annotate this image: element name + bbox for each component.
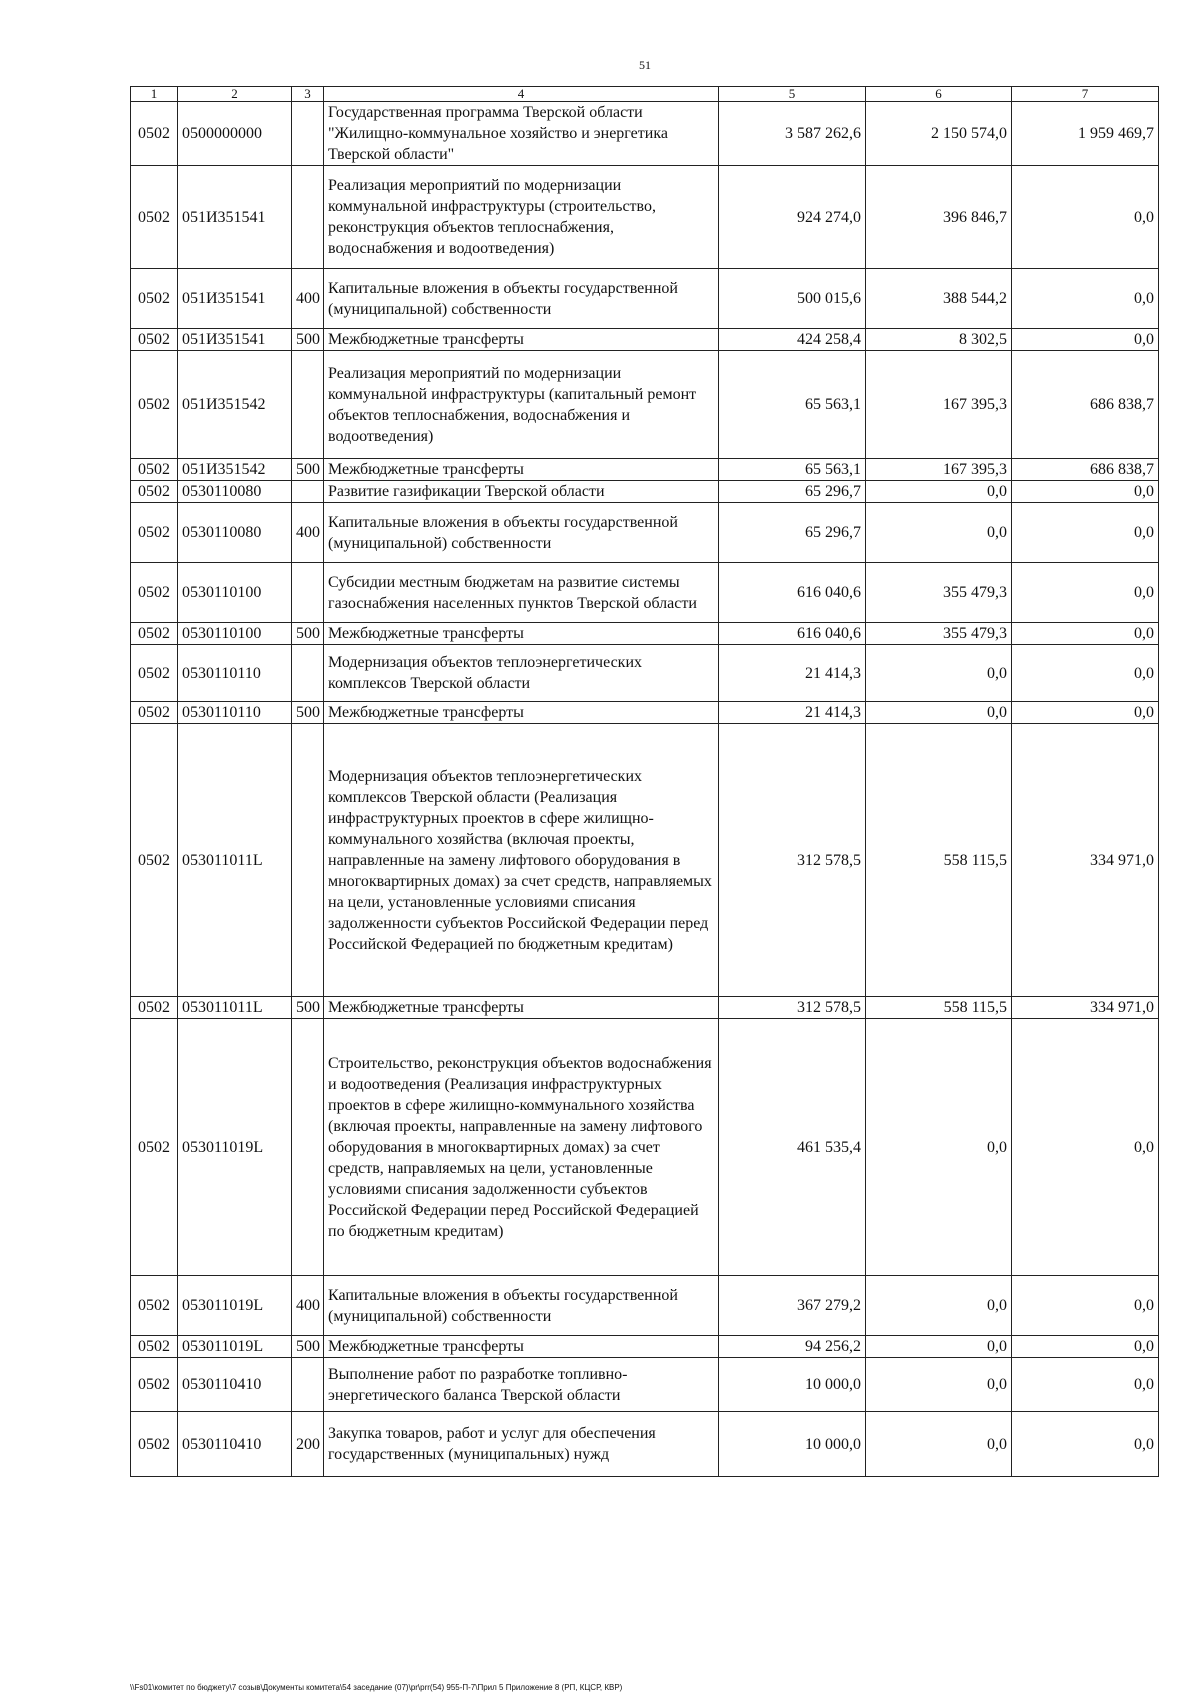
value-col5-cell: 94 256,2 (719, 1336, 866, 1358)
name-cell: Развитие газификации Тверской области (324, 481, 719, 503)
value-col7-cell: 0,0 (1012, 503, 1159, 563)
name-cell: Межбюджетные трансферты (324, 997, 719, 1019)
value-col7-cell: 334 971,0 (1012, 724, 1159, 997)
table-row (131, 459, 1159, 481)
code-cell: 053011019L (178, 1276, 292, 1336)
table-row (131, 503, 1159, 563)
column-number: 6 (866, 87, 1012, 102)
value-col5-cell: 21 414,3 (719, 702, 866, 724)
value-col5-cell: 424 258,4 (719, 329, 866, 351)
value-col7-cell: 0,0 (1012, 645, 1159, 702)
value-col7-cell: 0,0 (1012, 1412, 1159, 1477)
value-col5-cell: 10 000,0 (719, 1358, 866, 1412)
kvr-cell (292, 1358, 324, 1412)
section-cell: 0502 (131, 1019, 178, 1276)
footer-file-path: \\Fs01\комитет по бюджету\7 созыв\Документы комитета\54 заседание (07)\pr\prr(54) 955-П-7\Прил 5 Приложение 8 (РП, КЦСР, КВР) (130, 1683, 623, 1692)
section-cell: 0502 (131, 997, 178, 1019)
code-cell: 0530110110 (178, 645, 292, 702)
section-cell: 0502 (131, 481, 178, 503)
value-col6-cell: 388 544,2 (866, 269, 1012, 329)
value-col5-cell: 3 587 262,6 (719, 102, 866, 166)
section-cell: 0502 (131, 459, 178, 481)
code-cell: 051И351541 (178, 269, 292, 329)
table-row (131, 997, 1159, 1019)
section-cell: 0502 (131, 563, 178, 623)
table-row (131, 1412, 1159, 1477)
value-col5-cell: 500 015,6 (719, 269, 866, 329)
value-col6-cell: 558 115,5 (866, 724, 1012, 997)
name-cell: Государственная программа Тверской области "Жилищно-коммунальное хозяйство и энергетика Тверской области" (324, 102, 719, 166)
value-col7-cell: 686 838,7 (1012, 351, 1159, 459)
value-col5-cell: 616 040,6 (719, 623, 866, 645)
value-col6-cell: 0,0 (866, 1412, 1012, 1477)
value-col7-cell: 0,0 (1012, 1019, 1159, 1276)
value-col7-cell: 334 971,0 (1012, 997, 1159, 1019)
name-cell: Капитальные вложения в объекты государственной (муниципальной) собственности (324, 1276, 719, 1336)
code-cell: 0530110100 (178, 563, 292, 623)
section-cell: 0502 (131, 1358, 178, 1412)
kvr-cell (292, 166, 324, 269)
value-col5-cell: 21 414,3 (719, 645, 866, 702)
value-col6-cell: 2 150 574,0 (866, 102, 1012, 166)
name-cell: Выполнение работ по разработке топливно-энергетического баланса Тверской области (324, 1358, 719, 1412)
kvr-cell (292, 724, 324, 997)
value-col6-cell: 0,0 (866, 503, 1012, 563)
kvr-cell (292, 102, 324, 166)
value-col7-cell: 0,0 (1012, 1336, 1159, 1358)
section-cell: 0502 (131, 1412, 178, 1477)
value-col5-cell: 312 578,5 (719, 997, 866, 1019)
value-col5-cell: 616 040,6 (719, 563, 866, 623)
value-col7-cell: 0,0 (1012, 329, 1159, 351)
kvr-cell: 500 (292, 329, 324, 351)
kvr-cell (292, 645, 324, 702)
value-col6-cell: 167 395,3 (866, 351, 1012, 459)
code-cell: 051И351541 (178, 166, 292, 269)
table-row (131, 329, 1159, 351)
value-col5-cell: 461 535,4 (719, 1019, 866, 1276)
kvr-cell (292, 481, 324, 503)
code-cell: 053011011L (178, 724, 292, 997)
kvr-cell: 400 (292, 1276, 324, 1336)
value-col6-cell: 0,0 (866, 1336, 1012, 1358)
value-col5-cell: 10 000,0 (719, 1412, 866, 1477)
table-row (131, 102, 1159, 166)
value-col7-cell: 0,0 (1012, 702, 1159, 724)
page-number: 51 (639, 58, 651, 72)
name-cell: Межбюджетные трансферты (324, 623, 719, 645)
section-cell: 0502 (131, 623, 178, 645)
table-row (131, 724, 1159, 997)
value-col7-cell: 0,0 (1012, 623, 1159, 645)
code-cell: 051И351541 (178, 329, 292, 351)
name-cell: Межбюджетные трансферты (324, 459, 719, 481)
value-col5-cell: 924 274,0 (719, 166, 866, 269)
value-col7-cell: 0,0 (1012, 269, 1159, 329)
section-cell: 0502 (131, 351, 178, 459)
section-cell: 0502 (131, 702, 178, 724)
code-cell: 0530110410 (178, 1412, 292, 1477)
table-row (131, 1276, 1159, 1336)
section-cell: 0502 (131, 166, 178, 269)
value-col6-cell: 0,0 (866, 645, 1012, 702)
kvr-cell: 500 (292, 997, 324, 1019)
name-cell: Модернизация объектов теплоэнергетических комплексов Тверской области (Реализация инфраструктурных проектов в сфере жилищно-коммунального хозяйства (включая проекты, направленные на замену лифтового оборудования в многоквартирных домах) за счет средств, направляемых на цели, установленные условиями списания задолженности субъектов Российской Федерации перед Российской Федерацией по бюджетным кредитам) (324, 724, 719, 997)
table-row (131, 623, 1159, 645)
column-number: 7 (1012, 87, 1159, 102)
column-number: 1 (131, 87, 178, 102)
value-col5-cell: 65 563,1 (719, 459, 866, 481)
table-row (131, 1358, 1159, 1412)
budget-table (130, 86, 1159, 1477)
code-cell: 053011011L (178, 997, 292, 1019)
code-cell: 0530110110 (178, 702, 292, 724)
value-col6-cell: 355 479,3 (866, 563, 1012, 623)
kvr-cell: 400 (292, 269, 324, 329)
section-cell: 0502 (131, 1336, 178, 1358)
value-col6-cell: 167 395,3 (866, 459, 1012, 481)
column-number: 5 (719, 87, 866, 102)
section-cell: 0502 (131, 102, 178, 166)
kvr-cell (292, 1019, 324, 1276)
code-cell: 0530110410 (178, 1358, 292, 1412)
name-cell: Капитальные вложения в объекты государственной (муниципальной) собственности (324, 503, 719, 563)
table-row (131, 645, 1159, 702)
table-row (131, 269, 1159, 329)
value-col7-cell: 0,0 (1012, 563, 1159, 623)
table-row (131, 563, 1159, 623)
section-cell: 0502 (131, 503, 178, 563)
value-col7-cell: 0,0 (1012, 481, 1159, 503)
value-col6-cell: 0,0 (866, 1358, 1012, 1412)
table-row (131, 351, 1159, 459)
value-col6-cell: 355 479,3 (866, 623, 1012, 645)
name-cell: Реализация мероприятий по модернизации коммунальной инфраструктуры (строительство, реконструкция объектов теплоснабжения, водоснабжения и водоотведения) (324, 166, 719, 269)
code-cell: 051И351542 (178, 351, 292, 459)
column-number-row (131, 87, 1159, 102)
kvr-cell: 500 (292, 459, 324, 481)
table-row (131, 166, 1159, 269)
code-cell: 0500000000 (178, 102, 292, 166)
table-row (131, 481, 1159, 503)
code-cell: 0530110100 (178, 623, 292, 645)
section-cell: 0502 (131, 645, 178, 702)
column-number: 2 (178, 87, 292, 102)
code-cell: 053011019L (178, 1019, 292, 1276)
code-cell: 0530110080 (178, 481, 292, 503)
kvr-cell (292, 563, 324, 623)
value-col5-cell: 65 296,7 (719, 481, 866, 503)
value-col5-cell: 312 578,5 (719, 724, 866, 997)
value-col5-cell: 65 563,1 (719, 351, 866, 459)
name-cell: Межбюджетные трансферты (324, 702, 719, 724)
value-col7-cell: 0,0 (1012, 1276, 1159, 1336)
kvr-cell: 500 (292, 623, 324, 645)
value-col7-cell: 0,0 (1012, 1358, 1159, 1412)
section-cell: 0502 (131, 724, 178, 997)
kvr-cell: 500 (292, 702, 324, 724)
kvr-cell (292, 351, 324, 459)
code-cell: 053011019L (178, 1336, 292, 1358)
value-col7-cell: 686 838,7 (1012, 459, 1159, 481)
value-col6-cell: 396 846,7 (866, 166, 1012, 269)
table-row (131, 1019, 1159, 1276)
value-col6-cell: 0,0 (866, 481, 1012, 503)
name-cell: Межбюджетные трансферты (324, 1336, 719, 1358)
column-number: 4 (324, 87, 719, 102)
name-cell: Закупка товаров, работ и услуг для обеспечения государственных (муниципальных) нужд (324, 1412, 719, 1477)
value-col6-cell: 0,0 (866, 1019, 1012, 1276)
name-cell: Строительство, реконструкция объектов водоснабжения и водоотведения (Реализация инфраструктурных проектов в сфере жилищно-коммунального хозяйства (включая проекты, направленные на замену лифтового оборудования в многоквартирных домах) за счет средств, направляемых на цели, установленные условиями списания задолженности субъектов Российской Федерации перед Российской Федерацией по бюджетным кредитам) (324, 1019, 719, 1276)
section-cell: 0502 (131, 1276, 178, 1336)
value-col5-cell: 65 296,7 (719, 503, 866, 563)
value-col6-cell: 0,0 (866, 1276, 1012, 1336)
section-cell: 0502 (131, 269, 178, 329)
column-number: 3 (292, 87, 324, 102)
kvr-cell: 200 (292, 1412, 324, 1477)
value-col6-cell: 0,0 (866, 702, 1012, 724)
name-cell: Капитальные вложения в объекты государственной (муниципальной) собственности (324, 269, 719, 329)
value-col6-cell: 558 115,5 (866, 997, 1012, 1019)
name-cell: Модернизация объектов теплоэнергетических комплексов Тверской области (324, 645, 719, 702)
name-cell: Межбюджетные трансферты (324, 329, 719, 351)
name-cell: Субсидии местным бюджетам на развитие системы газоснабжения населенных пунктов Тверской области (324, 563, 719, 623)
code-cell: 051И351542 (178, 459, 292, 481)
value-col7-cell: 0,0 (1012, 166, 1159, 269)
name-cell: Реализация мероприятий по модернизации коммунальной инфраструктуры (капитальный ремонт объектов теплоснабжения, водоснабжения и водоотведения) (324, 351, 719, 459)
section-cell: 0502 (131, 329, 178, 351)
kvr-cell: 400 (292, 503, 324, 563)
value-col5-cell: 367 279,2 (719, 1276, 866, 1336)
table-row (131, 702, 1159, 724)
value-col7-cell: 1 959 469,7 (1012, 102, 1159, 166)
code-cell: 0530110080 (178, 503, 292, 563)
value-col6-cell: 8 302,5 (866, 329, 1012, 351)
kvr-cell: 500 (292, 1336, 324, 1358)
table-row (131, 1336, 1159, 1358)
